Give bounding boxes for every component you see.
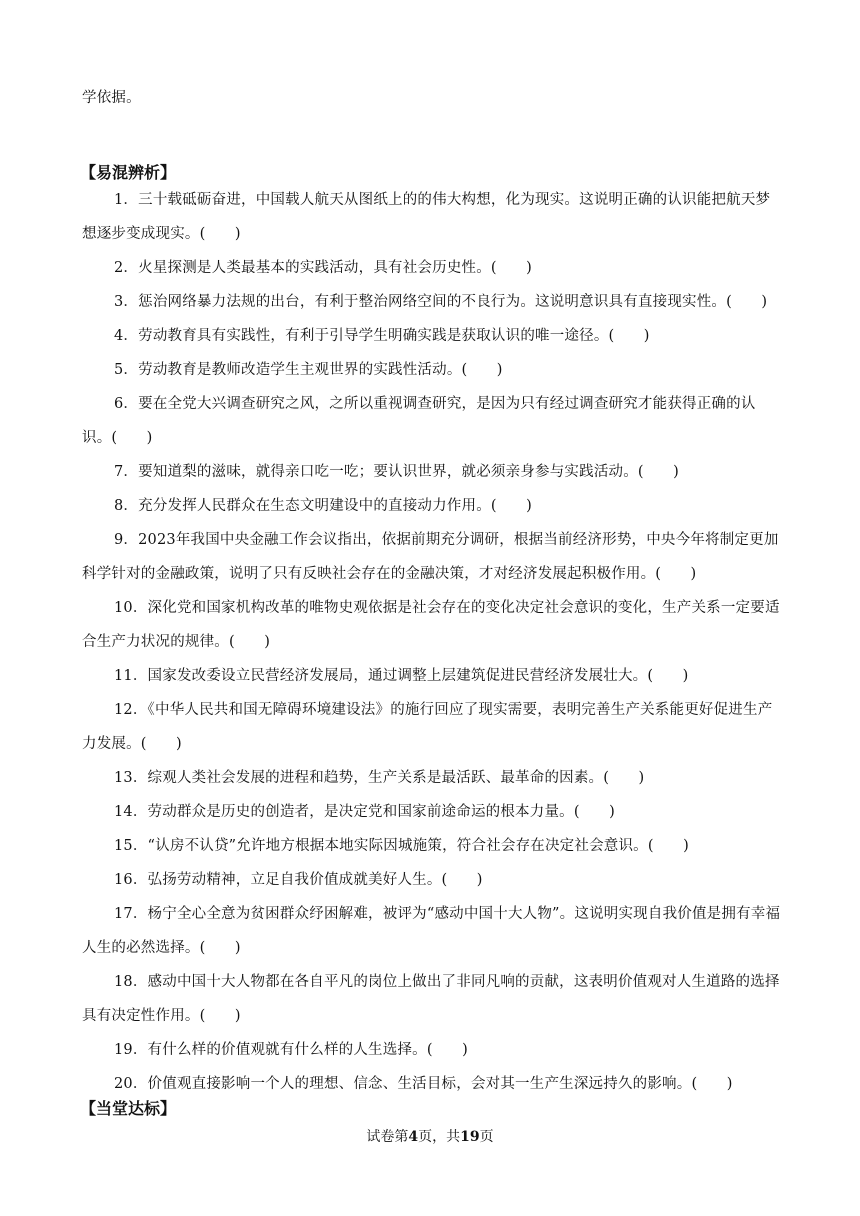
question-item: 1．三十载砥砺奋进，中国载人航天从图纸上的的伟大构想，化为现实。这说明正确的认识能把航天梦想逐步变成现实。( )	[82, 192, 771, 242]
footer-prefix: 试卷第	[366, 1129, 409, 1145]
footer-middle: 页，共	[418, 1129, 461, 1145]
question-item: 9．2023年我国中央金融工作会议指出，依据前期充分调研，根据当前经济形势，中央今年将制定更加科学针对的金融政策，说明了只有反映社会存在的金融决策，才对经济发展起积极作用。( )	[82, 532, 779, 582]
question-item: 7．要知道梨的滋味，就得亲口吃一吃；要认识世界，就必须亲身参与实践活动。( )	[114, 464, 680, 480]
question-item: 15．“认房不认贷”允许地方根据本地实际因城施策，符合社会存在决定社会意识。( )	[114, 838, 689, 854]
question-item: 19．有什么样的价值观就有什么样的人生选择。( )	[114, 1042, 468, 1058]
question-item: 2．火星探测是人类最基本的实践活动，具有社会历史性。( )	[114, 260, 533, 276]
question-item: 11．国家发改委设立民营经济发展局，通过调整上层建筑促进民营经济发展壮大。( )	[114, 668, 689, 684]
section-heading-confusion: 【易混辨析】	[80, 163, 177, 182]
question-item: 18．感动中国十大人物都在各自平凡的岗位上做出了非同凡响的贡献，这表明价值观对人生道路的选择具有决定性作用。( )	[82, 974, 780, 1024]
footer-current-page: 4	[408, 1129, 419, 1145]
question-item: 6．要在全党大兴调查研究之风，之所以重视调查研究，是因为只有经过调查研究才能获得正确的认识。( )	[82, 396, 756, 446]
question-item: 16．弘扬劳动精神，立足自我价值成就美好人生。( )	[114, 872, 483, 888]
question-item: 20．价值观直接影响一个人的理想、信念、生活目标，会对其一生产生深远持久的影响。( )	[114, 1076, 733, 1092]
question-item: 12．《中华人民共和国无障碍环境建设法》的施行回应了现实需要，表明完善生产关系能更好促进生产力发展。( )	[82, 702, 773, 752]
question-item: 10．深化党和国家机构改革的唯物史观依据是社会存在的变化决定社会意识的变化，生产关系一定要适合生产力状况的规律。( )	[82, 600, 780, 650]
question-item: 13．综观人类社会发展的进程和趋势，生产关系是最活跃、最革命的因素。( )	[114, 770, 645, 786]
continued-text: 学依据。	[82, 90, 141, 106]
footer-suffix: 页	[479, 1129, 494, 1145]
question-item: 17．杨宁全心全意为贫困群众纾困解难，被评为“感动中国十大人物”。这说明实现自我价值是拥有幸福人生的必然选择。( )	[82, 906, 781, 956]
section-heading-class-target: 【当堂达标】	[80, 1099, 177, 1118]
question-item: 5．劳动教育是教师改造学生主观世界的实践性活动。( )	[114, 362, 503, 378]
question-item: 8．充分发挥人民群众在生态文明建设中的直接动力作用。( )	[114, 498, 533, 514]
question-item: 14．劳动群众是历史的创造者，是决定党和国家前途命运的根本力量。( )	[114, 804, 615, 820]
footer-total-pages: 19	[460, 1129, 480, 1145]
page-footer	[0, 1127, 860, 1147]
question-item: 3．惩治网络暴力法规的出台，有利于整治网络空间的不良行为。这说明意识具有直接现实性。( )	[114, 294, 768, 310]
question-item: 4．劳动教育具有实践性，有利于引导学生明确实践是获取认识的唯一途径。( )	[114, 328, 650, 344]
